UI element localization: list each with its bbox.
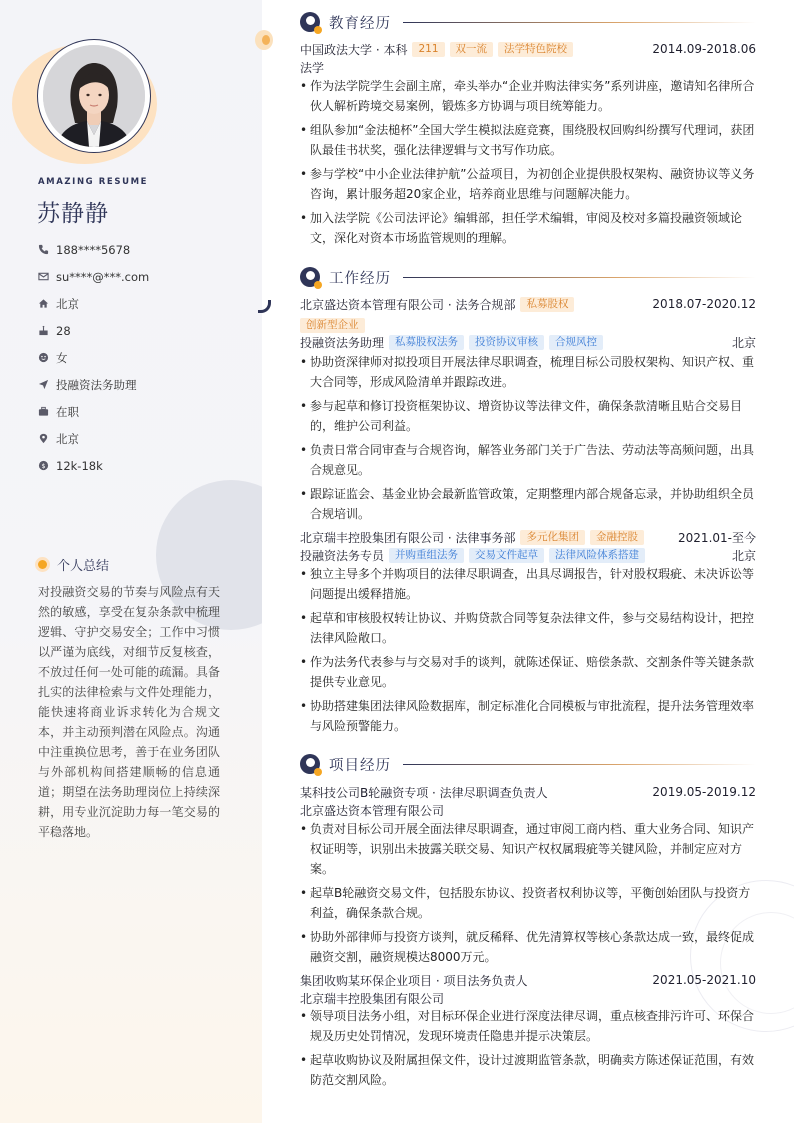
info-home <box>38 290 248 317</box>
company-tag: 私募股权 <box>520 297 574 312</box>
section-icon <box>300 12 320 32</box>
info-phone <box>38 236 248 263</box>
summary-text: 对投融资交易的节奏与风险点有天然的敏感，享受在复杂条款中梳理逻辑、守护交易安全；工作中习惯以严谨为底线，对细节反复核查，不放过任何一处可能的疏漏。具备扎实的法律检索与文件处理能力，能快速将商业诉求转化为合规文本，并主动预判潜在风险点。沟通中注重换位思考，善于在业务团队与外部机构间搭建顺畅的信息通道；期望在法务助理岗位上持续深耕，用专业沉淀助力每一笔交易的平稳落地。 <box>38 585 220 839</box>
school-name: 中国政法大学 · 本科 <box>300 42 408 57</box>
role-tag: 法律风险体系搭建 <box>549 548 645 563</box>
list-item: • 作为法务代表参与与交易对手的谈判，就陈述保证、赔偿条款、交割条件等关键条款提供专业意见。 <box>300 652 756 692</box>
section-icon <box>300 267 320 287</box>
school-tag: 双一流 <box>450 42 494 57</box>
job-city: 北京 <box>731 548 756 563</box>
job-city: 北京 <box>731 335 756 350</box>
role-tag: 合规风控 <box>549 335 603 350</box>
list-item: • 负责对目标公司开展全面法律尽职调查，通过审阅工商内档、重大业务合同、知识产权证明等，识别出未披露关联交易、知识产权权属瑕疵等关键风险，并制定应对方案。 <box>300 819 756 879</box>
project-org: 北京盛达资本管理有限公司 <box>300 803 445 818</box>
info-status <box>38 398 248 425</box>
salary-text: 12k-18k <box>56 458 103 473</box>
gender-text: 女 <box>56 350 68 365</box>
job-header <box>300 528 756 546</box>
work-title: 工作经历 <box>329 270 391 287</box>
job-date: 2021.01-至今 <box>678 530 756 545</box>
list-item: • 负责日常合同审查与合规咨询，解答业务部门关于广告法、劳动法等高频问题，出具合规意见。 <box>300 440 756 480</box>
job-role-row <box>300 333 756 351</box>
age-text: 28 <box>56 323 71 338</box>
cake-icon <box>38 325 49 336</box>
candidate-name: 苏静静 <box>37 201 109 227</box>
project-name: 集团收购某环保企业项目 · 项目法务负责人 <box>300 973 528 988</box>
info-email <box>38 263 248 290</box>
hometown-text: 北京 <box>56 296 79 311</box>
list-item: • 协助外部律师与投资方谈判，就反稀释、优先清算权等核心条款达成一致，最终促成融资交割，融资规模达8000万元。 <box>300 927 756 967</box>
project-org-row <box>300 801 756 819</box>
summary-title: 个人总结 <box>57 559 110 574</box>
location-icon <box>38 433 49 444</box>
list-item: • 起草和审核股权转让协议、并购贷款合同等复杂法律文件，参与交易结构设计，把控法律风险敞口。 <box>300 608 756 648</box>
list-item: • 领导项目法务小组，对目标环保企业进行深度法律尽调，重点核查排污许可、环保合规及历史处罚情况，发现环境责任隐患并提示决策层。 <box>300 1006 756 1046</box>
section-divider <box>403 764 756 765</box>
decorative-dot <box>262 35 270 45</box>
education-bullets <box>300 76 756 252</box>
status-text: 在职 <box>56 404 79 419</box>
company-tag: 金融控股 <box>590 530 644 545</box>
project-header <box>300 783 756 801</box>
list-item: • 协助资深律师对拟投项目开展法律尽职调查，梳理目标公司股权架构、知识产权、重大合同等，形成风险清单并跟踪改进。 <box>300 352 756 392</box>
svg-text:$: $ <box>41 461 46 470</box>
major-text: 法学 <box>300 60 325 75</box>
company-name: 北京盛达资本管理有限公司 · 法务合规部 <box>300 297 516 312</box>
project-name: 某科技公司B轮融资专项 · 法律尽职调查负责人 <box>300 785 548 800</box>
list-item: • 起草收购协议及附属担保文件，设计过渡期监管条款，明确卖方陈述保证范围，有效防范交割风险。 <box>300 1050 756 1090</box>
section-divider <box>403 22 756 23</box>
role-tag: 投资协议审核 <box>469 335 544 350</box>
decorative-arc <box>258 300 271 313</box>
job-role: 投融资法务专员 <box>300 548 385 563</box>
info-gender <box>38 344 248 371</box>
job-role-row <box>300 546 756 564</box>
education-section-header <box>300 11 756 33</box>
project-org: 北京瑞丰控股集团有限公司 <box>300 991 445 1006</box>
list-item: • 跟踪证监会、基金业协会最新监管政策，定期整理内部合规备忘录，并协助组织全员合规培训。 <box>300 484 756 524</box>
info-target-role <box>38 371 248 398</box>
list-item: • 协助搭建集团法律风险数据库，制定标准化合同模板与审批流程，提升法务管理效率与风险预警能力。 <box>300 696 756 736</box>
location-text: 北京 <box>56 431 79 446</box>
projects-title: 项目经历 <box>329 757 391 774</box>
project-bullets <box>300 1006 756 1094</box>
list-item: • 加入法学院《公司法评论》编辑部，担任学术编辑，审阅及校对多篇投融资领域论文，深化对资本市场监管规则的理解。 <box>300 208 756 248</box>
job-bullets <box>300 564 756 740</box>
portrait-image <box>43 45 145 147</box>
sidebar <box>0 0 262 1123</box>
education-date: 2014.09-2018.06 <box>652 42 756 56</box>
mail-icon <box>38 271 49 282</box>
list-item: • 组队参加“金法槌杯”全国大学生模拟法庭竞赛，围绕股权回购纠纷撰写代理词，获团队最佳书状奖，强化法律逻辑与文书写作功底。 <box>300 120 756 160</box>
contact-info-list <box>38 236 248 479</box>
list-item: • 参与起草和修订投资框架协议、增资协议等法律文件，确保条款清晰且贴合交易目的，维护公司利益。 <box>300 396 756 436</box>
school-tag: 法学特色院校 <box>498 42 573 57</box>
company-tag: 创新型企业 <box>300 318 365 333</box>
work-section-header <box>300 266 756 288</box>
list-item: • 独立主导多个并购项目的法律尽职调查，出具尽调报告，针对股权瑕疵、未决诉讼等问题提出缓释措施。 <box>300 564 756 604</box>
list-item: • 起草B轮融资交易文件，包括股东协议、投资者权利协议等，平衡创始团队与投资方利益，确保条款合规。 <box>300 883 756 923</box>
target-role-text: 投融资法务助理 <box>56 377 137 392</box>
major-row <box>300 58 756 76</box>
phone-icon <box>38 244 49 255</box>
info-age <box>38 317 248 344</box>
face-icon <box>38 352 49 363</box>
project-date: 2019.05-2019.12 <box>652 785 756 799</box>
home-icon <box>38 298 49 309</box>
project-header <box>300 971 756 989</box>
project-bullets <box>300 819 756 971</box>
summary-heading <box>38 555 109 574</box>
section-divider <box>403 277 756 278</box>
job-header <box>300 295 756 313</box>
role-tag: 私募股权法务 <box>389 335 464 350</box>
resume-tagline: AMAZING RESUME <box>38 177 149 187</box>
company-name: 北京瑞丰控股集团有限公司 · 法律事务部 <box>300 530 516 545</box>
company-tag: 多元化集团 <box>520 530 585 545</box>
job-date: 2018.07-2020.12 <box>652 297 756 311</box>
education-row <box>300 40 756 58</box>
project-date: 2021.05-2021.10 <box>652 973 756 987</box>
salary-icon <box>38 460 49 471</box>
list-item: • 作为法学院学生会副主席，牵头举办“企业并购法律实务”系列讲座，邀请知名律所合伙人解析跨境交易案例，锻炼多方协调与项目统筹能力。 <box>300 76 756 116</box>
list-item: • 参与学校“中小企业法律护航”公益项目，为初创企业提供股权架构、融资协议等义务咨询，累计服务超20家企业，培养商业思维与问题解决能力。 <box>300 164 756 204</box>
job-tag-row <box>300 316 756 334</box>
role-tag: 并购重组法务 <box>389 548 464 563</box>
info-salary <box>38 452 248 479</box>
project-org-row <box>300 989 756 1007</box>
phone-text: 188****5678 <box>56 242 131 257</box>
role-tag: 交易文件起草 <box>469 548 544 563</box>
section-icon <box>300 754 320 774</box>
job-bullets <box>300 352 756 528</box>
avatar <box>43 45 145 147</box>
job-role: 投融资法务助理 <box>300 335 385 350</box>
info-location <box>38 425 248 452</box>
bullet-dot-icon <box>38 560 47 569</box>
briefcase-icon <box>38 406 49 417</box>
education-title: 教育经历 <box>329 15 391 32</box>
projects-section-header <box>300 753 756 775</box>
email-text: su****@***.com <box>56 269 150 284</box>
send-icon <box>38 379 49 390</box>
school-tag: 211 <box>412 42 444 57</box>
